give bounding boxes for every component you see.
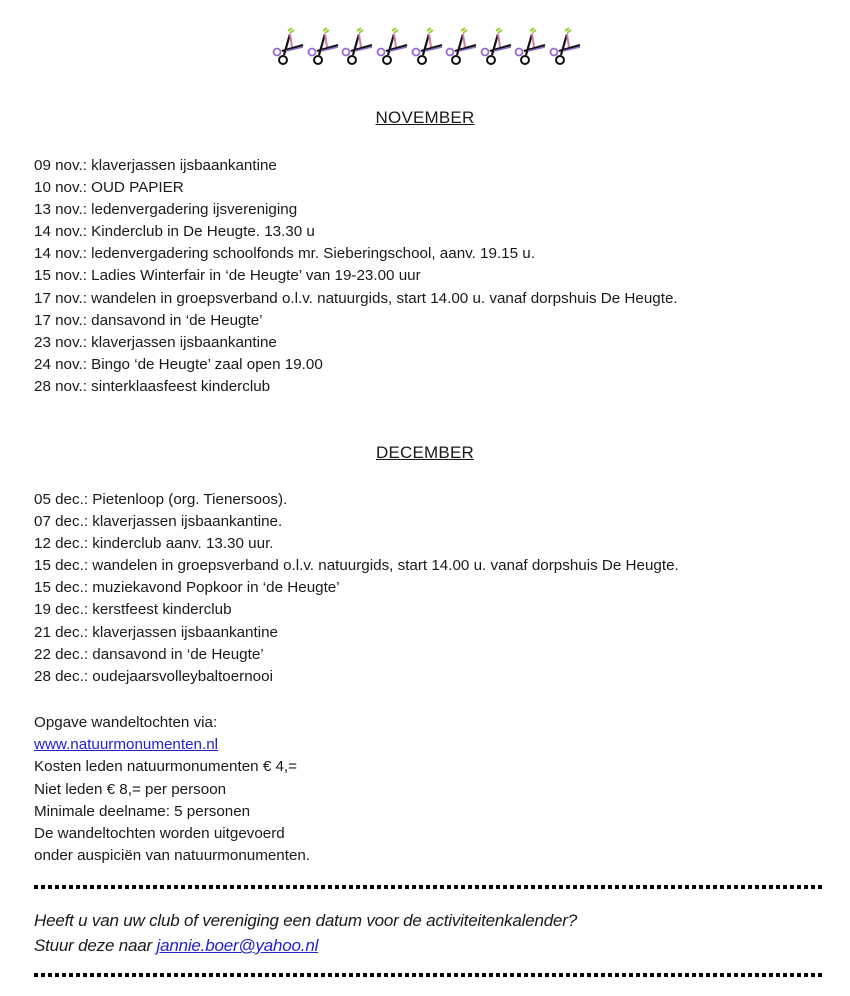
list-item: 24 nov.: Bingo ‘de Heugte’ zaal open 19.00 (34, 355, 323, 373)
list-item: 23 nov.: klaverjassen ijsbaankantine (34, 333, 277, 351)
list-item: 22 dec.: dansavond in ‘de Heugte’ (34, 645, 264, 663)
list-item: 21 dec.: klaverjassen ijsbaankantine (34, 623, 278, 641)
december-heading: DECEMBER (376, 443, 474, 462)
scissors-icon (411, 25, 444, 67)
scissors-icon (272, 25, 305, 67)
list-item: 07 dec.: klaverjassen ijsbaankantine. (34, 513, 283, 531)
scissors-icon (307, 25, 340, 67)
dotted-divider-top (34, 885, 824, 889)
november-list (34, 155, 678, 398)
footer-note (34, 908, 577, 958)
scissors-icon (549, 25, 582, 67)
natuurmonumenten-link[interactable]: www.natuurmonumenten.nl (34, 736, 219, 754)
list-item: 15 dec.: muziekavond Popkoor in ‘de Heugte’ (34, 579, 340, 597)
info-executed-by: De wandeltochten worden uitgevoerd (34, 825, 285, 843)
list-item: 09 nov.: klaverjassen ijsbaankantine (34, 157, 277, 174)
info-member-cost: Kosten leden natuurmonumenten € 4,= (34, 758, 298, 776)
info-minimum: Minimale deelname: 5 personen (34, 802, 251, 820)
walking-tour-info (34, 712, 310, 867)
list-item: 13 nov.: ledenvergadering ijsvereniging (34, 201, 298, 219)
list-item: 12 dec.: kinderclub aanv. 13.30 uur. (34, 535, 274, 553)
dotted-divider-bottom (34, 973, 824, 977)
scissors-icon (480, 25, 513, 67)
december-list (34, 489, 679, 688)
scissors-icon (514, 25, 547, 67)
scissors-icon (445, 25, 478, 67)
list-item: 15 nov.: Ladies Winterfair in ‘de Heugte’ van 19-23.00 uur (34, 267, 421, 285)
list-item: 19 dec.: kerstfeest kinderclub (34, 601, 232, 619)
list-item: 15 dec.: wandelen in groepsverband o.l.v. natuurgids, start 14.00 u. vanaf dorpshuis De Heugte. (34, 557, 679, 575)
list-item: 17 nov.: wandelen in groepsverband o.l.v. natuurgids, start 14.00 u. vanaf dorpshuis De Heugte. (34, 289, 678, 307)
list-item: 10 nov.: OUD PAPIER (34, 179, 184, 197)
list-item: 14 nov.: ledenvergadering schoolfonds mr. Sieberingschool, aanv. 19.15 u. (34, 245, 535, 263)
list-item: 28 dec.: oudejaarsvolleybaltoernooi (34, 667, 273, 685)
footer-question: Heeft u van uw club of vereniging een datum voor de activiteitenkalender? (34, 911, 577, 930)
list-item: 17 nov.: dansavond in ‘de Heugte’ (34, 311, 263, 329)
email-link[interactable]: jannie.boer@yahoo.nl (156, 936, 319, 955)
november-heading: NOVEMBER (375, 108, 475, 127)
scissors-icon (376, 25, 409, 67)
list-item: 14 nov.: Kinderclub in De Heugte. 13.30 u (34, 223, 315, 241)
scissors-icon (341, 25, 374, 67)
info-auspices: onder auspiciën van natuurmonumenten. (34, 847, 311, 865)
footer-send-prefix: Stuur deze naar (34, 936, 157, 955)
list-item: 05 dec.: Pietenloop (org. Tienersoos). (34, 491, 288, 508)
list-item: 28 nov.: sinterklaasfeest kinderclub (34, 377, 271, 395)
info-nonmember-cost: Niet leden € 8,= per persoon (34, 780, 227, 798)
info-registration: Opgave wandeltochten via: (34, 714, 218, 731)
scissors-decoration (272, 24, 582, 68)
